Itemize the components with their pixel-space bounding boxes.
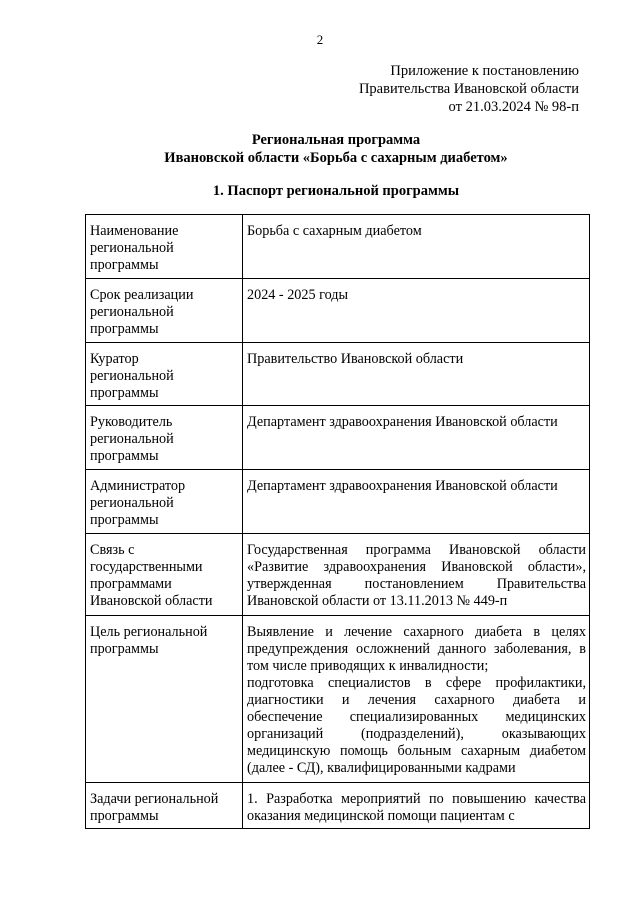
title-line-2: Ивановской области «Борьба с сахарным диабетом» xyxy=(164,150,508,166)
row-label: Наименование региональной программы xyxy=(86,215,243,279)
table-row xyxy=(86,406,590,470)
row-value: 1. Разработка мероприятий по повышению качества оказания медицинской помощи пациентам с xyxy=(243,783,590,829)
row-value: 2024 - 2025 годы xyxy=(243,279,590,343)
row-value: Департамент здравоохранения Ивановской области xyxy=(243,406,590,470)
appendix-line-2: Правительства Ивановской области xyxy=(358,81,579,97)
page-number: 2 xyxy=(316,32,324,47)
table-row xyxy=(86,470,590,534)
document-title xyxy=(0,131,640,167)
row-label: Задачи региональной программы xyxy=(86,783,243,829)
row-value: Правительство Ивановской области xyxy=(243,343,590,406)
table-row xyxy=(86,616,590,783)
row-label: Срок реализации региональной программы xyxy=(86,279,243,343)
row-value: Департамент здравоохранения Ивановской области xyxy=(243,470,590,534)
row-value: Государственная программа Ивановской области «Развитие здравоохранения Ивановской области», утвержденная постановлением Правительства Ивановской области от 13.11.2013 № 449-п xyxy=(243,534,590,616)
appendix-line-3: от 21.03.2024 № 98-п xyxy=(448,99,579,115)
table-row xyxy=(86,279,590,343)
row-label: Связь с государственными программами Ивановской области xyxy=(86,534,243,616)
row-label: Куратор региональной программы xyxy=(86,343,243,406)
section-heading: 1. Паспорт региональной программы xyxy=(212,183,460,199)
table-row xyxy=(86,343,590,406)
row-value: Выявление и лечение сахарного диабета в целях предупреждения осложнений данного заболевания, в том числе приводящих к инвалидности; подготовка специалистов в сфере профилактики, диагностики и лечения сахарного диабета и обеспечение специализированных медицинских организаций (подразделений), оказывающих медицинскую помощь больным сахарным диабетом (далее - СД), квалифицированными кадрами xyxy=(243,616,590,783)
appendix-line-1: Приложение к постановлению xyxy=(390,63,579,79)
title-line-1: Региональная программа xyxy=(251,132,421,148)
table-row xyxy=(86,215,590,279)
passport-table xyxy=(85,214,590,829)
row-label: Цель региональной программы xyxy=(86,616,243,783)
row-value: Борьба с сахарным диабетом xyxy=(243,215,590,279)
table-row xyxy=(86,783,590,829)
table-row xyxy=(86,534,590,616)
row-label: Руководитель региональной программы xyxy=(86,406,243,470)
row-label: Администратор региональной программы xyxy=(86,470,243,534)
appendix-header xyxy=(359,62,579,116)
